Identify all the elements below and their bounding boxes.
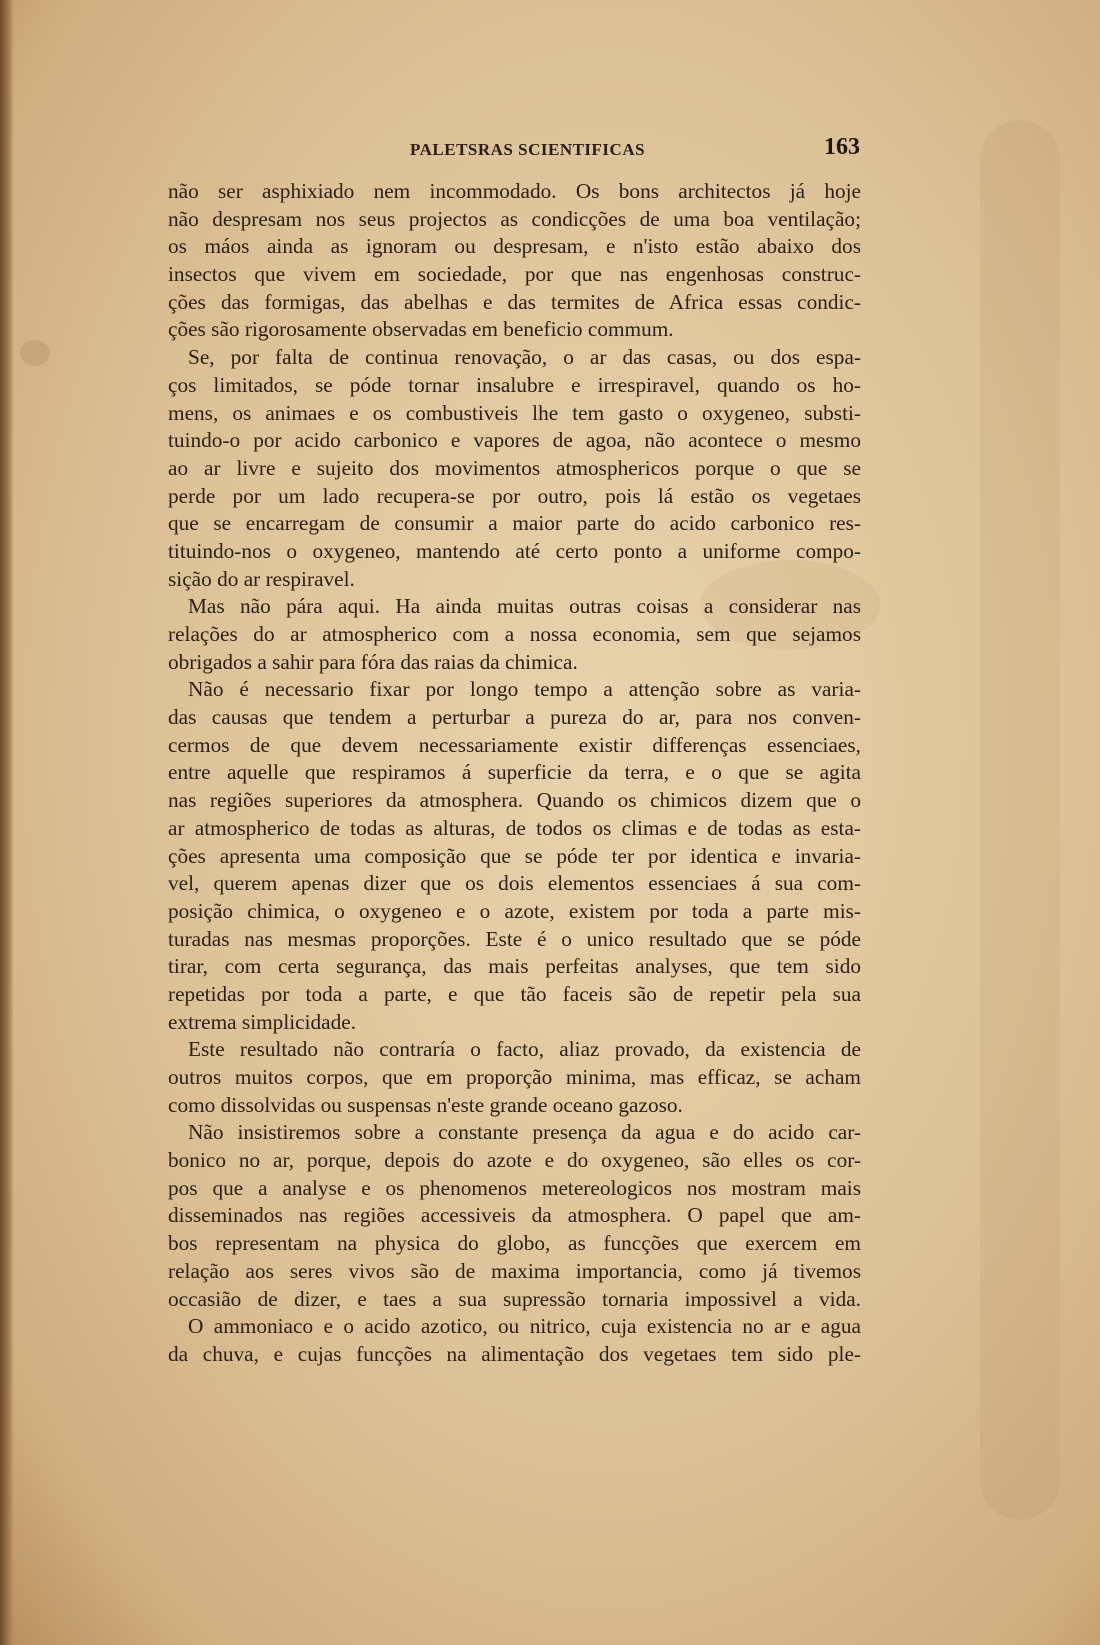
text-line: cermos de que devem necessariamente existir differenças essenciaes, <box>168 732 861 757</box>
text-line: Este resultado não contraría o facto, aliaz provado, da existencia de <box>188 1037 861 1062</box>
body-text <box>168 178 861 1369</box>
page-header <box>168 134 864 164</box>
text-line: Não é necessario fixar por longo tempo a attenção sobre as varia- <box>188 677 861 702</box>
text-line: tituindo-nos o oxygeneo, mantendo até certo ponto a uniforme compo- <box>168 538 861 563</box>
page-binding-edge <box>0 0 14 1645</box>
text-line: mens, os animaes e os combustiveis lhe tem gasto o oxygeneo, substi- <box>168 400 861 425</box>
text-line: bonico no ar, porque, depois do azote e do oxygeneo, são elles os cor- <box>168 1148 861 1173</box>
text-line: Não insistiremos sobre a constante presença da agua e do acido car- <box>188 1120 861 1145</box>
paper-stain <box>20 340 50 366</box>
text-line: relações do ar atmospherico com a nossa economia, sem que sejamos <box>168 622 861 646</box>
text-line: ao ar livre e sujeito dos movimentos atmosphericos porque o que se <box>168 455 861 480</box>
text-line: ções apresenta uma composição que se póde ter por identica e invaria- <box>168 843 861 868</box>
text-line: ções das formigas, das abelhas e das termites de Africa essas condic- <box>168 289 861 314</box>
text-line: extrema simplicidade. <box>168 1009 357 1034</box>
text-line: nas regiões superiores da atmosphera. Quando os chimicos dizem que o <box>168 788 861 813</box>
text-line: repetidas por toda a parte, e que tão faceis são de repetir pela sua <box>168 981 861 1006</box>
text-line: occasião de dizer, e taes a sua supressão tornaria impossivel a vida. <box>168 1286 861 1311</box>
text-line: vel, querem apenas dizer que os dois elementos essenciaes á sua com- <box>168 871 861 896</box>
text-line: disseminados nas regiões accessiveis da atmosphera. O papel que am- <box>168 1203 861 1228</box>
text-line: entre aquelle que respiramos á superficie da terra, e o que se agita <box>168 760 861 785</box>
text-line: Se, por falta de continua renovação, o ar das casas, ou dos espa- <box>188 345 861 370</box>
page-number: 163 <box>824 134 860 160</box>
text-line: os máos ainda as ignoram ou despresam, e n'isto estão abaixo dos <box>168 234 861 259</box>
text-line: bos representam na physica do globo, as funcções que exercem em <box>168 1231 861 1256</box>
text-line: como dissolvidas ou suspensas n'este grande oceano gazoso. <box>168 1092 683 1117</box>
text-line: perde por um lado recupera-se por outro, pois lá estão os vegetaes <box>168 483 861 508</box>
text-line: tirar, com certa segurança, das mais perfeitas analyses, que tem sido <box>168 954 861 979</box>
text-line: outros muitos corpos, que em proporção minima, mas efficaz, se acham <box>168 1065 861 1089</box>
text-line: da chuva, e cujas funcções na alimentação dos vegetaes tem sido ple- <box>168 1341 861 1366</box>
paper-stain <box>980 120 1060 1520</box>
text-line: não despresam nos seus projectos as condicções de uma boa ventilação; <box>168 206 861 231</box>
text-line: posição chimica, o oxygeneo e o azote, existem por toda a parte mis- <box>168 898 861 923</box>
text-line: insectos que vivem em sociedade, por que nas engenhosas construc- <box>168 262 861 287</box>
text-line: não ser asphixiado nem incommodado. Os bons architectos já hoje <box>168 179 861 203</box>
text-line: ços limitados, se póde tornar insalubre e irrespiravel, quando os ho- <box>168 372 861 397</box>
text-line: Mas não pára aqui. Ha ainda muitas outras coisas a considerar nas <box>188 594 861 619</box>
text-line: tuindo-o por acido carbonico e vapores de agoa, não acontece o mesmo <box>168 428 861 453</box>
text-line: ções são rigorosamente observadas em beneficio commum. <box>168 317 674 342</box>
text-line: das causas que tendem a perturbar a pureza do ar, para nos conven- <box>168 705 861 730</box>
text-line: que se encarregam de consumir a maior parte do acido carbonico res- <box>168 511 861 536</box>
text-line: O ammoniaco e o acido azotico, ou nitrico, cuja existencia no ar e agua <box>188 1314 861 1339</box>
text-line: pos que a analyse e os phenomenos metereologicos nos mostram mais <box>168 1175 861 1200</box>
text-line: obrigados a sahir para fóra das raias da chimica. <box>168 649 578 674</box>
text-line: sição do ar respiravel. <box>168 566 355 591</box>
running-head: PALETSRAS SCIENTIFICAS <box>410 140 646 159</box>
text-line: turadas nas mesmas proporções. Este é o unico resultado que se póde <box>168 926 861 951</box>
text-line: ar atmospherico de todas as alturas, de todos os climas e de todas as esta- <box>168 815 861 840</box>
text-line: relação aos seres vivos são de maxima importancia, como já tivemos <box>168 1258 861 1283</box>
